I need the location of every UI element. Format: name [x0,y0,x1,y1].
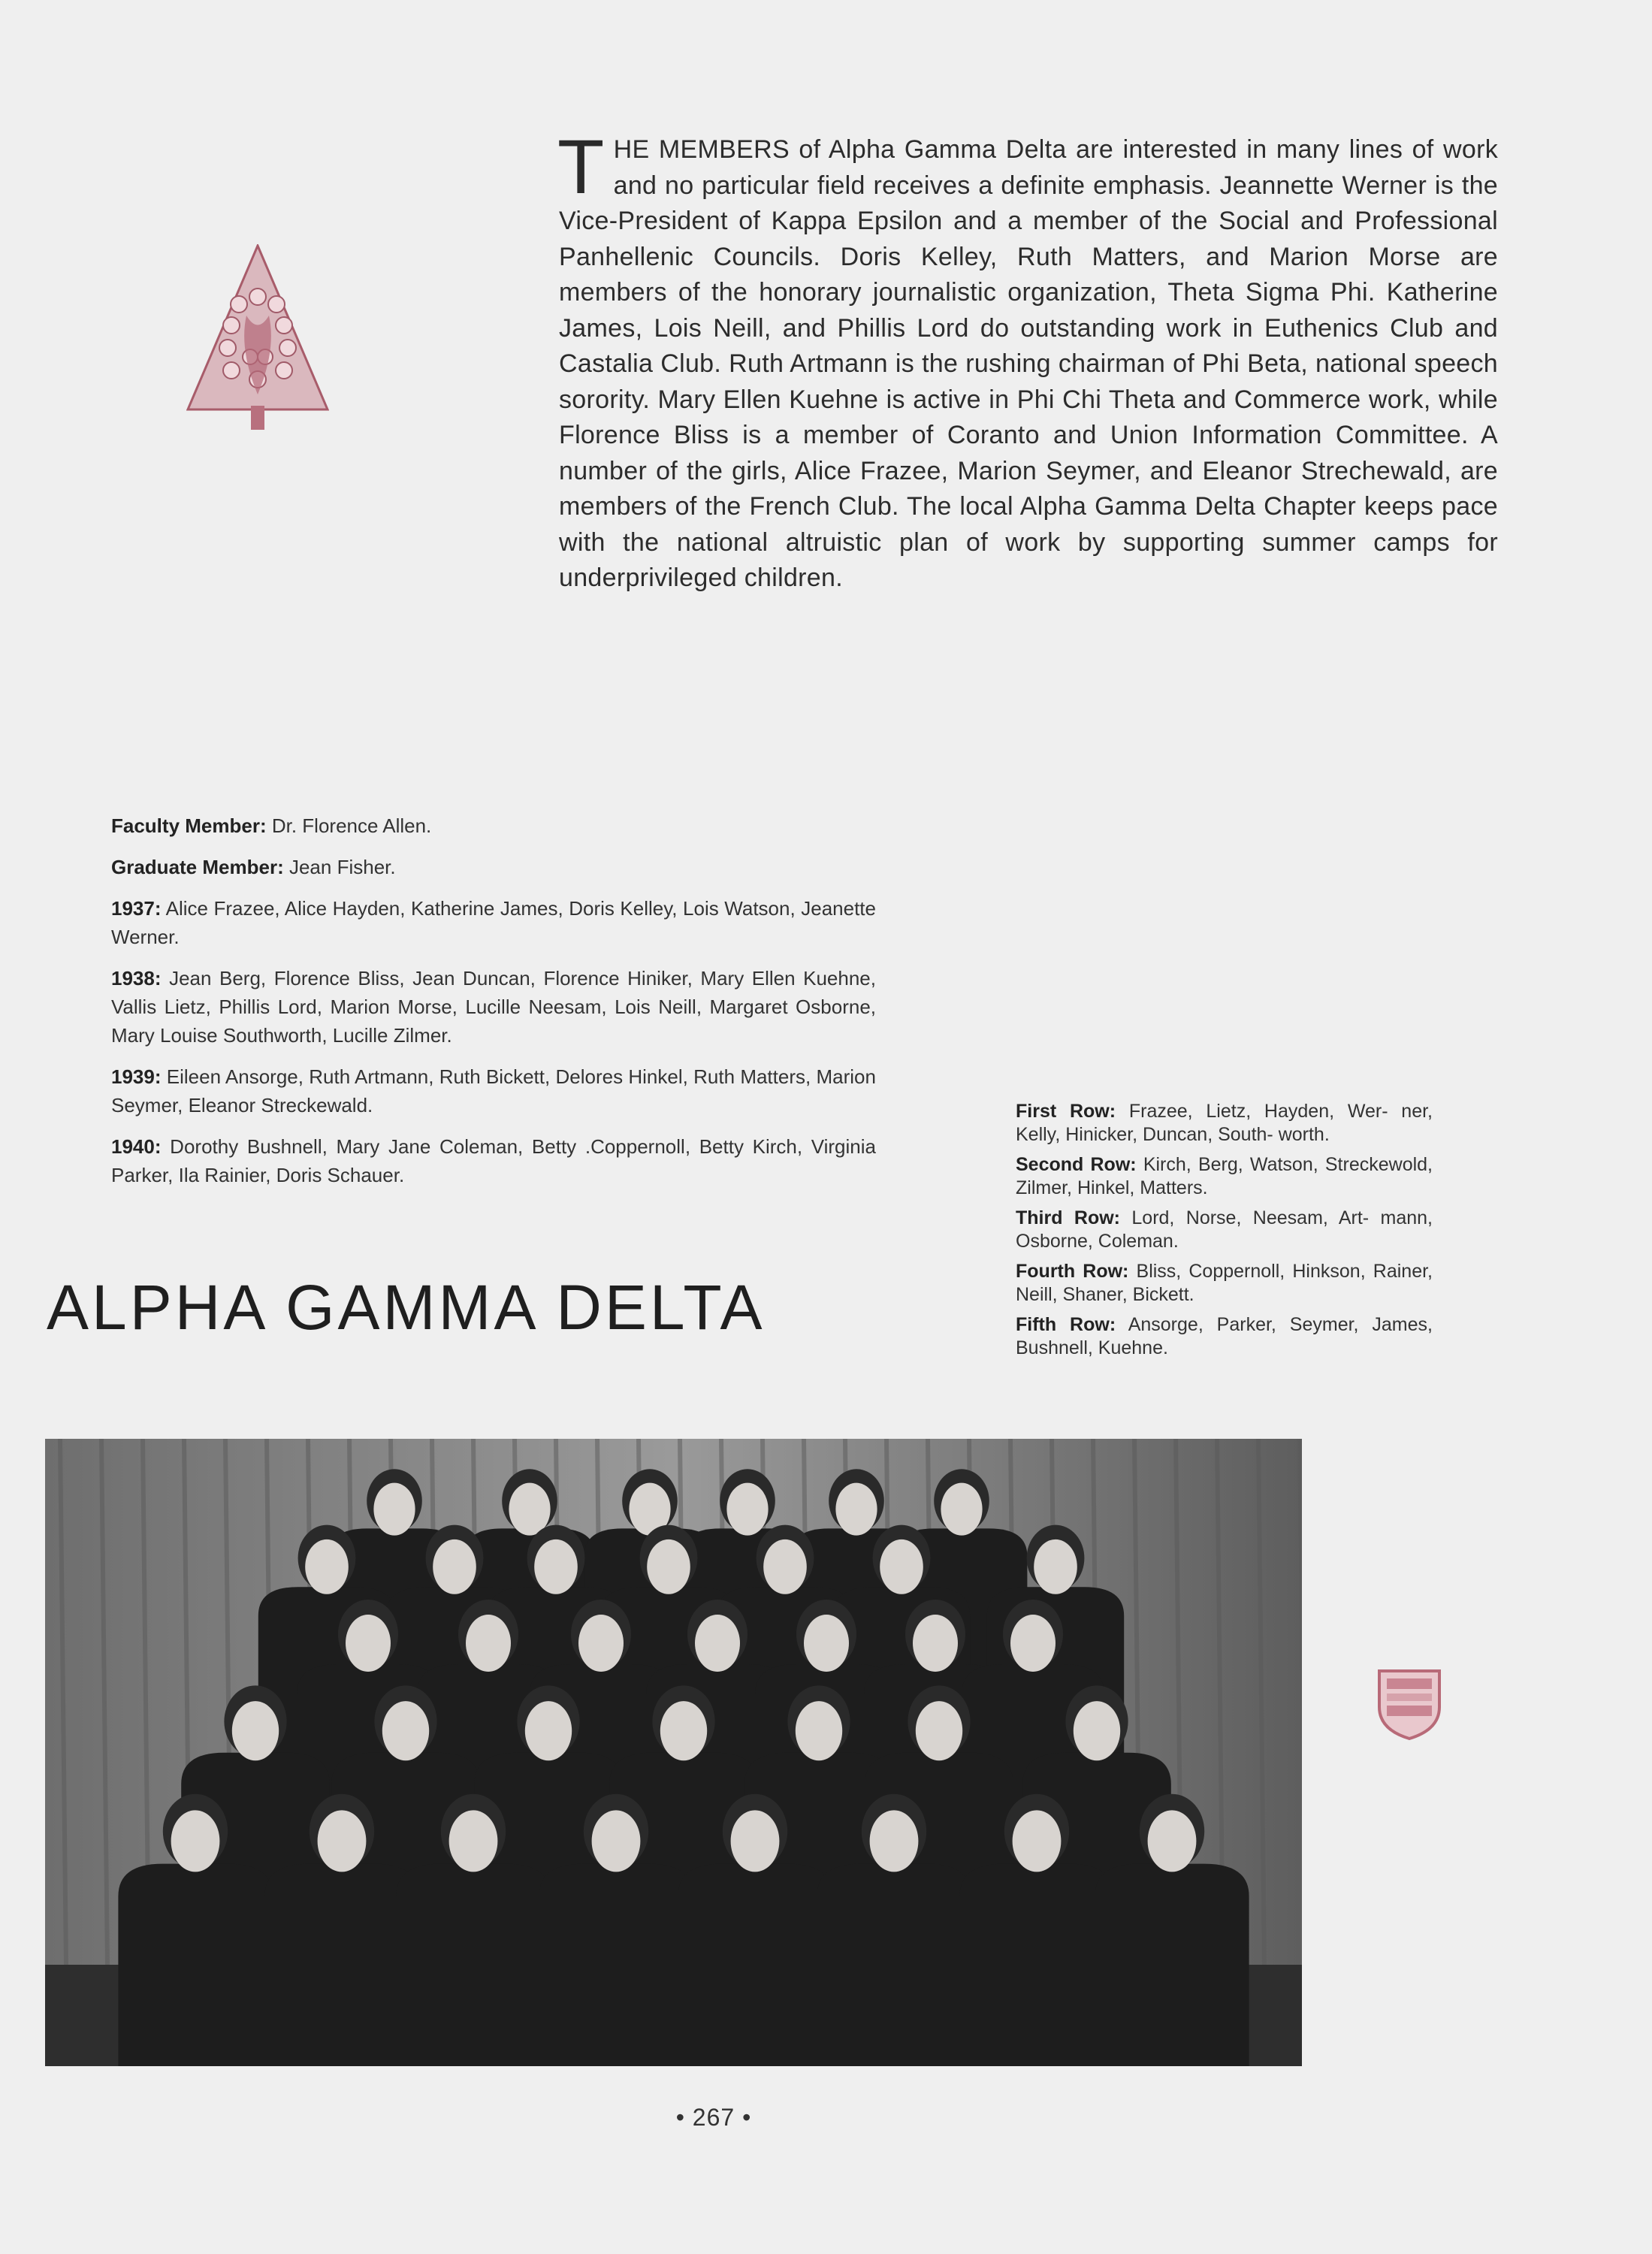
roster-names: Eileen Ansorge, Ruth Artmann, Ruth Bickett, Delores Hinkel, Ruth Matters, Marion Seymer, Eleanor Streckewald. [111,1065,876,1116]
person-face [466,1615,511,1672]
person-figure [959,1864,1113,2066]
caption-row-names: Frazee, Lietz, Hayden, Wer- ner, Kelly, Hinicker, Duncan, South- worth. [1016,1101,1433,1145]
person-face [318,1810,367,1872]
person-face [916,1701,962,1760]
caption-row [1016,1153,1433,1200]
person-figure [539,1864,693,2066]
person-figure [396,1864,550,2066]
person-face [870,1810,919,1872]
roster-names: Dorothy Bushnell, Mary Jane Coleman, Betty .Coppernoll, Betty Kirch, Virginia Parker, Ila Rainier, Doris Schauer. [111,1135,876,1186]
person-face [382,1701,429,1760]
caption-row-label: First Row: [1016,1101,1116,1122]
intro-text: HE MEMBERS of Alpha Gamma Delta are interested in many lines of work and no particular field receives a definite emphasis. Jeannette Werner is the Vice-President of Kappa Epsilon and a member of the Social and Professional Panhellenic Councils. Doris Kelley, Ruth Matters, and Marion Morse are members of the honorary journalistic organization, Theta Sigma Phi. Katherine James, Lois Neill, and Phillis Lord do outstanding work in Euthenics Club and Castalia Club. Ruth Artmann is the rushing chairman of Phi Beta, national speech sorority. Mary Ellen Kuehne is active in Phi Chi Theta and Commerce work, while Florence Bliss is a member of Coranto and Union Information Committee. A number of the girls, Alice Frazee, Marion Seymer, and Eleanor Strechewald, are members of the French Club. The local Alpha Gamma Delta Chapter keeps pace with the national altruistic plan of work by supporting summer camps for underprivileged children. [559,135,1498,592]
person-face [305,1539,349,1594]
person-face [1010,1615,1056,1672]
caption-row-names: Lord, Norse, Neesam, Art- mann, Osborne, Coleman. [1016,1207,1433,1252]
person-face [1074,1701,1120,1760]
person-face [796,1701,842,1760]
group-photo [45,1439,1302,2066]
person-face [731,1810,780,1872]
roster-names: Jean Fisher. [288,856,396,878]
group-photo-image [45,1439,1302,2066]
person-figure [1095,1864,1249,2066]
caption-row-label: Fourth Row: [1016,1261,1129,1282]
member-roster [111,811,876,1202]
person-face [346,1615,391,1672]
person-face [1148,1810,1197,1872]
person-figure [118,1864,272,2066]
caption-row-label: Second Row: [1016,1154,1137,1175]
person-face [726,1483,768,1536]
crest-icon [1376,1668,1442,1740]
person-face [171,1810,220,1872]
person-face [592,1810,641,1872]
person-face [373,1483,415,1536]
person-face [449,1810,498,1872]
roster-label: Graduate Member: [111,856,284,878]
person-face [695,1615,740,1672]
roster-entry [111,1132,876,1189]
caption-row-names: Kirch, Berg, Watson, Streckewold, Zilmer, Hinkel, Matters. [1016,1154,1433,1198]
pearl-triangle-emblem-icon [186,244,329,432]
person-figure [817,1864,971,2066]
person-face [433,1539,476,1594]
roster-entry [111,894,876,951]
person-face [941,1483,982,1536]
roster-entry [111,853,876,881]
person-figure [264,1864,418,2066]
roster-label: 1939: [111,1065,162,1088]
person-face [835,1483,877,1536]
person-face [913,1615,958,1672]
photo-caption [1016,1100,1433,1367]
page-number: • 267 • [675,2104,752,2131]
person-face [534,1539,578,1594]
person-face [525,1701,572,1760]
roster-label: 1937: [111,897,162,920]
roster-names: Alice Frazee, Alice Hayden, Katherine James, Doris Kelley, Lois Watson, Jeanette Werner. [111,897,876,948]
person-face [232,1701,279,1760]
roster-label: 1940: [111,1135,162,1158]
roster-entry [111,811,876,840]
person-face [880,1539,923,1594]
person-face [660,1701,707,1760]
person-face [804,1615,849,1672]
roster-entry [111,1062,876,1119]
caption-row [1016,1313,1433,1360]
person-figure [678,1864,832,2066]
roster-entry [111,964,876,1050]
caption-row-names: Ansorge, Parker, Seymer, James, Bushnell, Kuehne. [1016,1314,1433,1358]
caption-row [1016,1100,1433,1147]
caption-row-label: Third Row: [1016,1207,1120,1228]
intro-paragraph [557,124,1498,597]
person-face [763,1539,807,1594]
caption-row [1016,1207,1433,1253]
drop-cap: T [557,124,605,210]
person-face [578,1615,624,1672]
person-face [1034,1539,1077,1594]
caption-row-names: Bliss, Coppernoll, Hinkson, Rainer, Neill, Shaner, Bickett. [1016,1261,1433,1305]
person-face [647,1539,690,1594]
roster-label: Faculty Member: [111,814,267,837]
roster-label: 1938: [111,967,162,990]
page-title: ALPHA GAMMA DELTA [47,1272,766,1343]
caption-row [1016,1260,1433,1307]
person-face [509,1483,550,1536]
person-face [1013,1810,1062,1872]
caption-row-label: Fifth Row: [1016,1314,1116,1335]
roster-names: Jean Berg, Florence Bliss, Jean Duncan, Florence Hiniker, Mary Ellen Kuehne, Vallis Lietz, Phillis Lord, Marion Morse, Lucille Neesam, Lois Neill, Margaret Osborne, Mary Louise Southworth, Lucille Zilmer. [111,967,876,1047]
roster-names: Dr. Florence Allen. [271,814,432,837]
